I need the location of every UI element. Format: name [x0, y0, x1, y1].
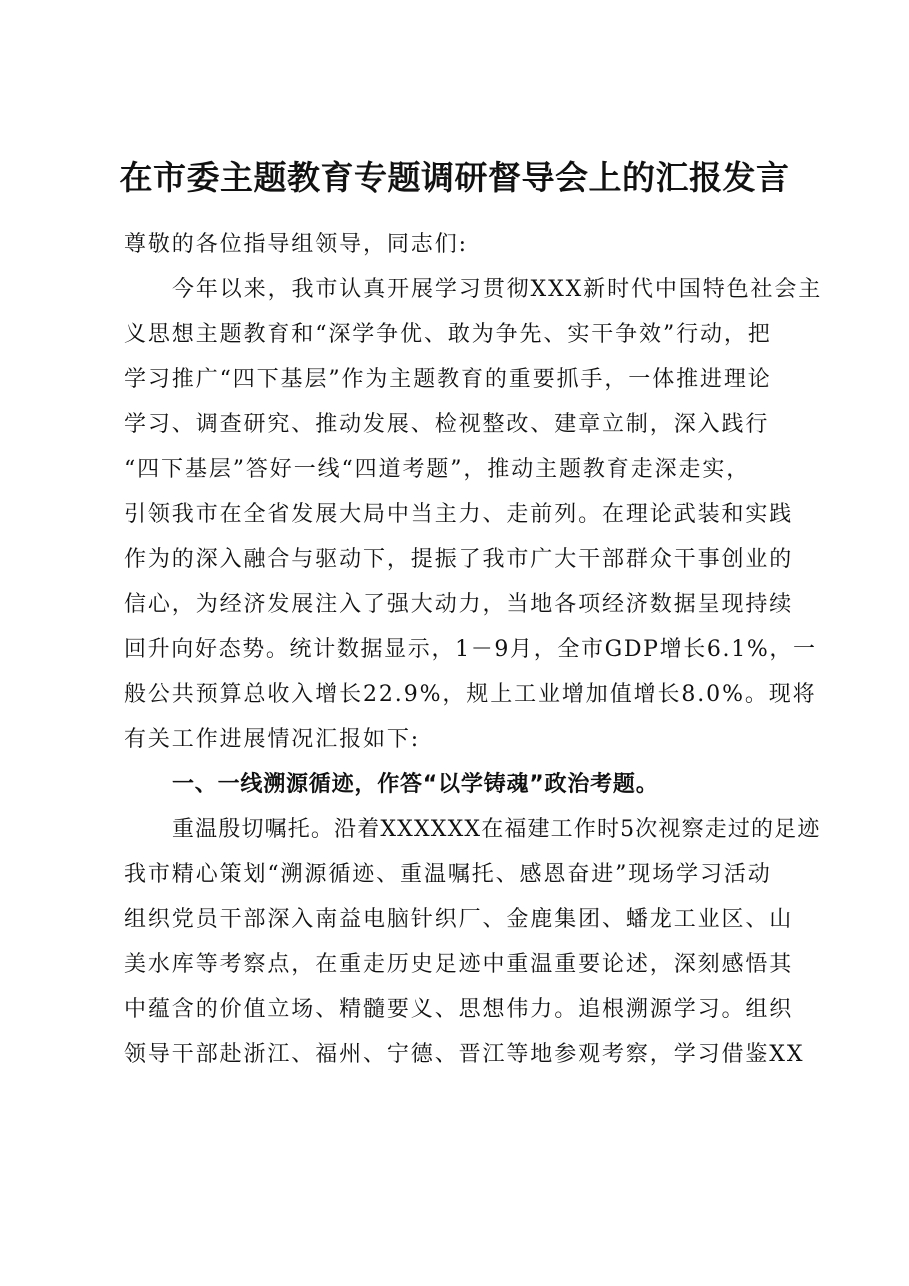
- paragraph-line: 回升向好态势。统计数据显示，1－9月，全市GDP增长6.1%，一: [124, 637, 817, 662]
- paragraph-line: 重温殷切嘱托。沿着XXXXXX在福建工作时5次视察走过的足迹: [172, 817, 821, 842]
- salutation-line: 尊敬的各位指导组领导，同志们:: [124, 232, 468, 257]
- paragraph-line: 信心，为经济发展注入了强大动力，当地各项经济数据呈现持续: [124, 592, 794, 617]
- paragraph-line: 领导干部赴浙江、福州、宁德、晋江等地参观考察，学习借鉴XX: [124, 1042, 805, 1067]
- paragraph-line: “四下基层”答好一线“四道考题”，推动主题教育走深走实，: [124, 457, 751, 482]
- paragraph-line: 义思想主题教育和“深学争优、敢为争先、实干争效”行动，把: [124, 322, 772, 347]
- paragraph-line: 学习、调查研究、推动发展、检视整改、建章立制，深入践行: [124, 412, 770, 437]
- paragraph-line: 有关工作进展情况汇报如下:: [124, 727, 421, 752]
- paragraph-line: 我市精心策划“溯源循迹、重温嘱托、感恩奋进”现场学习活动: [124, 862, 772, 887]
- paragraph-line: 中蕴含的价值立场、精髓要义、思想伟力。追根溯源学习。组织: [124, 997, 794, 1022]
- paragraph-line: 美水库等考察点，在重走历史足迹中重温重要论述，深刻感悟其: [124, 952, 794, 977]
- paragraph-line: 学习推广“四下基层”作为主题教育的重要抓手，一体推进理论: [124, 367, 772, 392]
- paragraph-line: 组织党员干部深入南益电脑针织厂、金鹿集团、蟠龙工业区、山: [124, 907, 794, 932]
- paragraph-line: 作为的深入融合与驱动下，提振了我市广大干部群众干事创业的: [124, 547, 794, 572]
- paragraph-line: 今年以来，我市认真开展学习贯彻XXX新时代中国特色社会主: [172, 277, 823, 302]
- document-body: [124, 222, 824, 1077]
- document-title: 在市委主题教育专题调研督导会上的汇报发言: [119, 158, 790, 197]
- paragraph-line: 般公共预算总收入增长22.9%，规上工业增加值增长8.0%。现将: [124, 682, 817, 707]
- paragraph-line: 引领我市在全省发展大局中当主力、走前列。在理论武装和实践: [124, 502, 794, 527]
- section-heading: 一、一线溯源循迹，作答“以学铸魂”政治考题。: [172, 772, 659, 797]
